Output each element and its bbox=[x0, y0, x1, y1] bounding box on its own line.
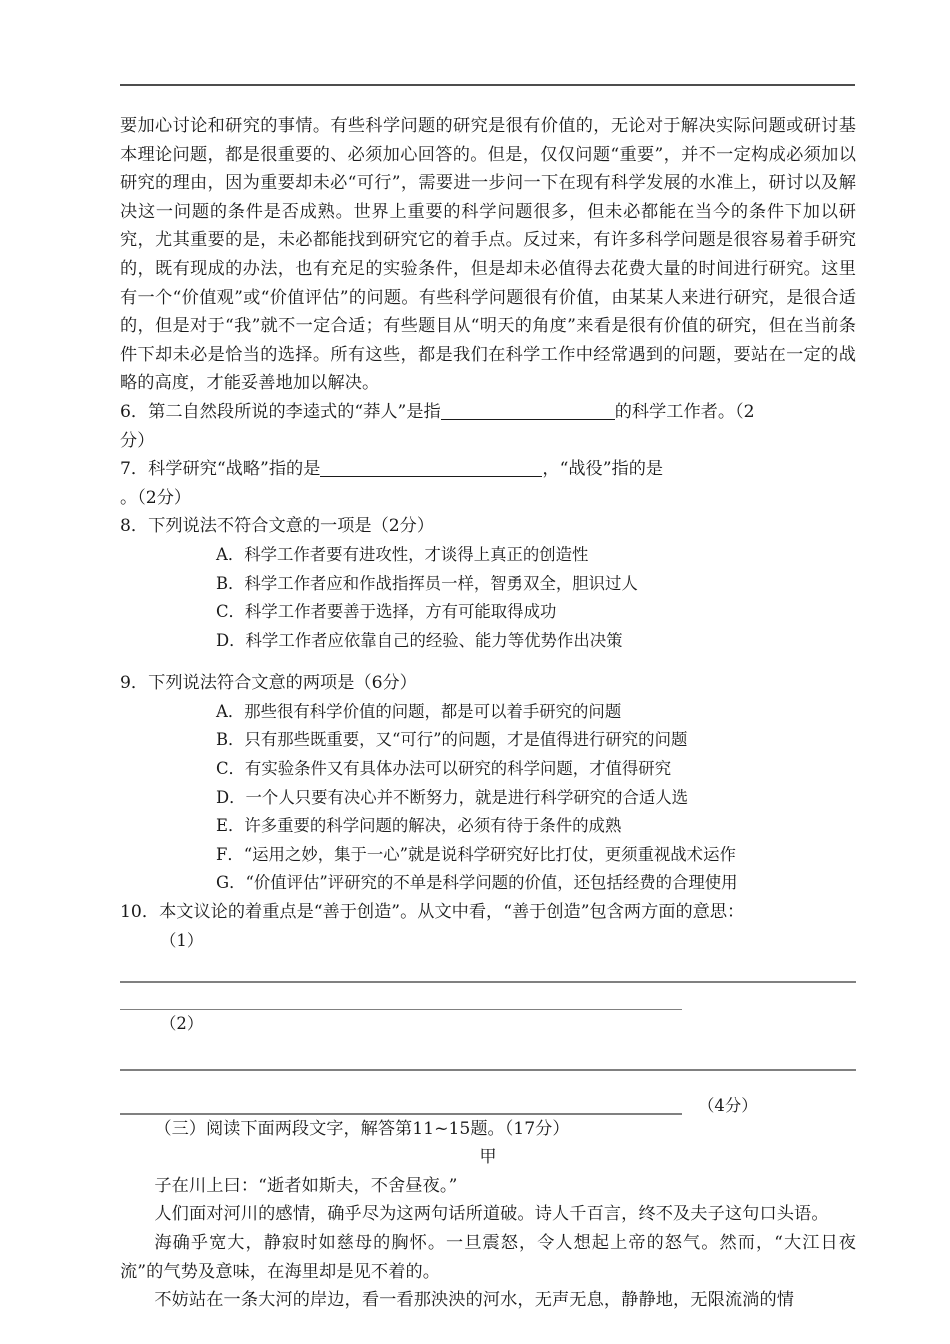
question-7 bbox=[120, 455, 856, 512]
question-7-text-before: 科学研究“战略”指的是 bbox=[148, 459, 321, 480]
question-10-answer-line-2b-row bbox=[120, 1097, 856, 1115]
question-8-stem: 下列说法不符合文意的一项是（2分） bbox=[148, 516, 435, 537]
section-3-paragraph-1: 子在川上曰：“逝者如斯夫，不舍昼夜。” bbox=[154, 1175, 458, 1196]
question-6-wrap-tail: 分） bbox=[120, 430, 155, 451]
question-9-stem-row bbox=[120, 669, 856, 698]
question-10-sub-label-1: （1） bbox=[160, 930, 204, 950]
question-7-answer-blank[interactable] bbox=[320, 476, 542, 477]
question-10-stem: 本文议论的着重点是“善于创造”。从文中看，“善于创造”包含两方面的意思： bbox=[159, 902, 745, 923]
page-header-rule bbox=[120, 84, 855, 86]
section-3-heading: （三）阅读下面两段文字，解答第11~15题。（17分） bbox=[154, 1118, 570, 1139]
question-8-to-9-spacer bbox=[120, 655, 856, 669]
question-10-score: （4分） bbox=[698, 1095, 758, 1115]
question-9-option-f[interactable]: F．“运用之妙，集于一心”就是说科学研究好比打仗，更须重视战术运作 bbox=[216, 844, 736, 864]
question-8-option-c[interactable]: C．科学工作者要善于选择，方有可能取得成功 bbox=[216, 602, 557, 622]
passage-paragraph: 要加心讨论和研究的事情。有些科学问题的研究是很有价值的，无论对于解决实际问题或研讨基本理论问题，都是很重要的、必须加心回答的。但是，仅仅问题“重要”，并不一定构成必须加以研究的理由，因为重要却未必“可行”，需要进一步问一下在现有科学发展的水准上，研讨以及解决这一问题的条件是否成熟。世界上重要的科学问题很多，但未必都能在当今的条件下加以研究，尤其重要的是，未必都能找到研究它的着手点。反过来，有许多科学问题是很容易着手研究的，既有现成的办法，也有充足的实验条件，但是却未必值得去花费大量的时间进行研究。这里有一个“价值观”或“价值评估”的问题。有些科学问题很有价值，由某某人来进行研究，是很合适的，但是对于“我”就不一定合适；有些题目从“明天的角度”来看是很有价值的研究，但在当前条件下却未必是恰当的选择。所有这些，都是我们在科学工作中经常遇到的问题，要站在一定的战略的高度，才能妥善地加以解决。 bbox=[120, 116, 856, 394]
question-9-option-a[interactable]: A．那些很有科学价值的问题，都是可以着手研究的问题 bbox=[216, 701, 622, 721]
question-6-answer-blank[interactable] bbox=[441, 419, 615, 420]
question-6-text-before: 第二自然段所说的李逵式的“莽人”是指 bbox=[148, 401, 441, 422]
question-8-number: 8． bbox=[120, 516, 149, 537]
section-3-subtitle: 甲 bbox=[479, 1147, 497, 1168]
question-10-answer-gap-2 bbox=[120, 983, 856, 1009]
question-6-number: 6． bbox=[120, 401, 149, 422]
question-10-answer-gap-1 bbox=[120, 955, 856, 981]
question-8-stem-row bbox=[120, 512, 856, 541]
question-9-number: 9． bbox=[120, 673, 149, 694]
question-9-option-b[interactable]: B．只有那些既重要，又“可行”的问题，才是值得进行研究的问题 bbox=[216, 730, 688, 750]
question-8-option-b[interactable]: B．科学工作者应和作战指挥员一样，智勇双全，胆识过人 bbox=[216, 573, 638, 593]
question-7-wrap-tail: 。（2分） bbox=[120, 487, 192, 508]
question-9-option-c[interactable]: C．有实验条件又有具体办法可以研究的科学问题，才值得研究 bbox=[216, 759, 672, 779]
question-8-option-d[interactable]: D．科学工作者应依靠自己的经验、能力等优势作出决策 bbox=[216, 630, 623, 650]
question-9-option-g[interactable]: G．“价值评估”评研究的不单是科学问题的价值，还包括经费的合理使用 bbox=[216, 873, 738, 893]
question-7-number: 7． bbox=[120, 459, 149, 480]
section-3-paragraph-4: 不妨站在一条大河的岸边，看一看那泱泱的河水，无声无息，静静地，无限流淌的情 bbox=[154, 1290, 795, 1311]
question-10-sub-label-2: （2） bbox=[160, 1014, 204, 1034]
question-6 bbox=[120, 398, 856, 455]
page-content bbox=[120, 112, 856, 1315]
question-7-text-middle: ，“战役”指的是 bbox=[542, 459, 664, 480]
question-9-option-e[interactable]: E．许多重要的科学问题的解决，必须有待于条件的成熟 bbox=[216, 816, 622, 836]
question-10-answer-gap-4 bbox=[120, 1071, 856, 1097]
question-10-number: 10． bbox=[120, 902, 160, 923]
question-8-option-a[interactable]: A．科学工作者要有进攻性，才谈得上真正的创造性 bbox=[216, 544, 589, 564]
section-3-paragraph-2: 人们面对河川的感情，确乎尽为这两句话所道破。诗人千百言，终不及夫子这句口头语。 bbox=[154, 1204, 829, 1225]
question-9-stem: 下列说法符合文意的两项是（6分） bbox=[148, 673, 417, 694]
question-10-stem-row bbox=[120, 898, 856, 927]
section-3-paragraph-3: 海确乎宽大，静寂时如慈母的胸怀。一旦震怒，令人想起上帝的怒气。然而，“大江日夜流”的气势及意味，在海里却是见不着的。 bbox=[120, 1232, 856, 1282]
question-6-text-after: 的科学工作者。（2 bbox=[614, 401, 755, 422]
question-10-answer-gap-3 bbox=[120, 1039, 856, 1069]
question-9-option-d[interactable]: D．一个人只要有决心并不断努力，就是进行科学研究的合适人选 bbox=[216, 787, 689, 807]
